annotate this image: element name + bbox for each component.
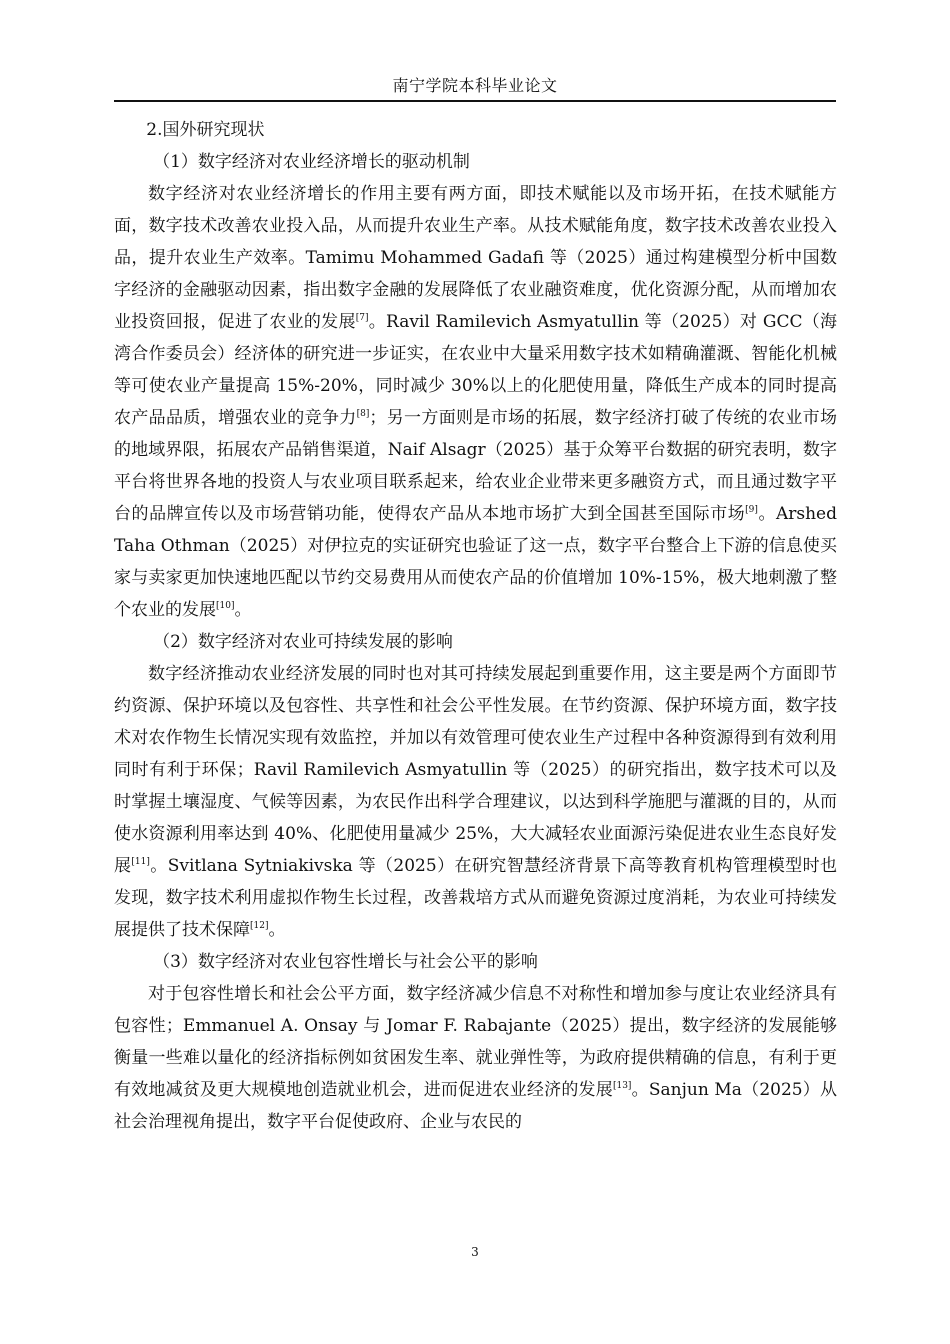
citation: [9] bbox=[745, 505, 758, 515]
body-paragraph bbox=[114, 978, 837, 1138]
citation: [8] bbox=[356, 409, 370, 419]
body-paragraph bbox=[114, 658, 837, 946]
page-body bbox=[114, 114, 837, 1138]
text-run: 。 bbox=[268, 920, 286, 940]
subsection-heading: （1）数字经济对农业经济增长的驱动机制 bbox=[153, 152, 470, 172]
text-run: 。Svitlana Sytniakivska 等（2025）在研究智慧经济背景下高等教育机构管理模型时也发现，数字技术利用虚拟作物生长过程，改善栽培方式从而避免资源过度消耗，为农业可持续发展提供了技术保障 bbox=[114, 856, 837, 940]
text-run: ；另一方面则是市场的拓展，数字经济打破了传统的农业市场的地域界限，拓展农产品销售渠道，Naif Alsagr（2025）基于众筹平台数据的研究表明，数字平台将世界各地的投资人与农业项目联系起来，给农业企业带来更多融资方式，而且通过数字平台的品牌宣传以及市场营销功能，使得农产品从本地市场扩大到全国甚至国际市场 bbox=[114, 408, 838, 524]
page-number: 3 bbox=[471, 1245, 479, 1259]
text-run: 数字经济推动农业经济发展的同时也对其可持续发展起到重要作用，这主要是两个方面即节约资源、保护环境以及包容性、共享性和社会公平性发展。在节约资源、保护环境方面，数字技术对农作物生长情况实现有效监控，并加以有效管理可使农业生产过程中各种资源得到有效利用同时有利于环保；Ravil Ramilevich Asmyatullin 等（2025）的研究指出，数字技术可以及时掌握土壤湿度、气候等因素，为农民作出科学合理建议，以达到科学施肥与灌溉的目的，从而使水资源利用率达到 40%、化肥使用量减少 25%，大大减轻农业面源污染促进农业生态良好发展 bbox=[114, 664, 837, 876]
running-header: 南宁学院本科毕业论文 bbox=[392, 76, 558, 95]
citation: [7] bbox=[355, 313, 369, 323]
citation: [13] bbox=[612, 1081, 632, 1091]
subsection-heading: （3）数字经济对农业包容性增长与社会公平的影响 bbox=[153, 952, 538, 972]
citation: [12] bbox=[250, 921, 269, 931]
text-run: 数字经济对农业经济增长的作用主要有两方面，即技术赋能以及市场开拓，在技术赋能方面，数字技术改善农业投入品，从而提升农业生产率。从技术赋能角度，数字技术改善农业投入品，提升农业生产效率。Tamimu Mohammed Gadafi 等（2025）通过构建模型分析中国数字经济的金融驱动因素，指出数字金融的发展降低了农业融资难度，优化资源分配，从而增加农业投资回报，促进了农业的发展 bbox=[114, 184, 837, 332]
citation: [11] bbox=[131, 857, 150, 867]
section-title: 2.国外研究现状 bbox=[146, 120, 265, 140]
text-run: 对于包容性增长和社会公平方面，数字经济减少信息不对称性和增加参与度让农业经济具有包容性；Emmanuel A. Onsay 与 Jomar F. Rabajante（2025）提出，数字经济的发展能够衡量一些难以量化的经济指标例如贫困发生率、就业弹性等，为政府提供精确的信息，有利于更有效地减贫及更大规模地创造就业机会，进而促进农业经济的发展 bbox=[114, 984, 837, 1100]
citation: [10] bbox=[216, 601, 235, 611]
text-run: 。Ravil Ramilevich Asmyatullin 等（2025）对 GCC（海湾合作委员会）经济体的研究进一步证实，在农业中大量采用数字技术如精确灌溉、智能化机械等可使农业产量提高 15%-20%，同时减少 30%以上的化肥使用量，降低生产成本的同时提高农产品品质，增强农业的竞争力 bbox=[114, 312, 837, 428]
text-run: 。 bbox=[234, 600, 252, 620]
text-run: 。Sanjun Ma（2025）从社会治理视角提出，数字平台促使政府、企业与农民的 bbox=[114, 1080, 838, 1132]
header-divider bbox=[114, 100, 836, 102]
text-run: 。Arshed Taha Othman（2025）对伊拉克的实证研究也验证了这一点，数字平台整合上下游的信息使买家与卖家更加快速地匹配以节约交易费用从而使农产品的价值增加 10%-15%，极大地刺激了整个农业的发展 bbox=[114, 504, 837, 620]
subsection-heading: （2）数字经济对农业可持续发展的影响 bbox=[153, 632, 453, 652]
body-paragraph bbox=[114, 178, 837, 626]
